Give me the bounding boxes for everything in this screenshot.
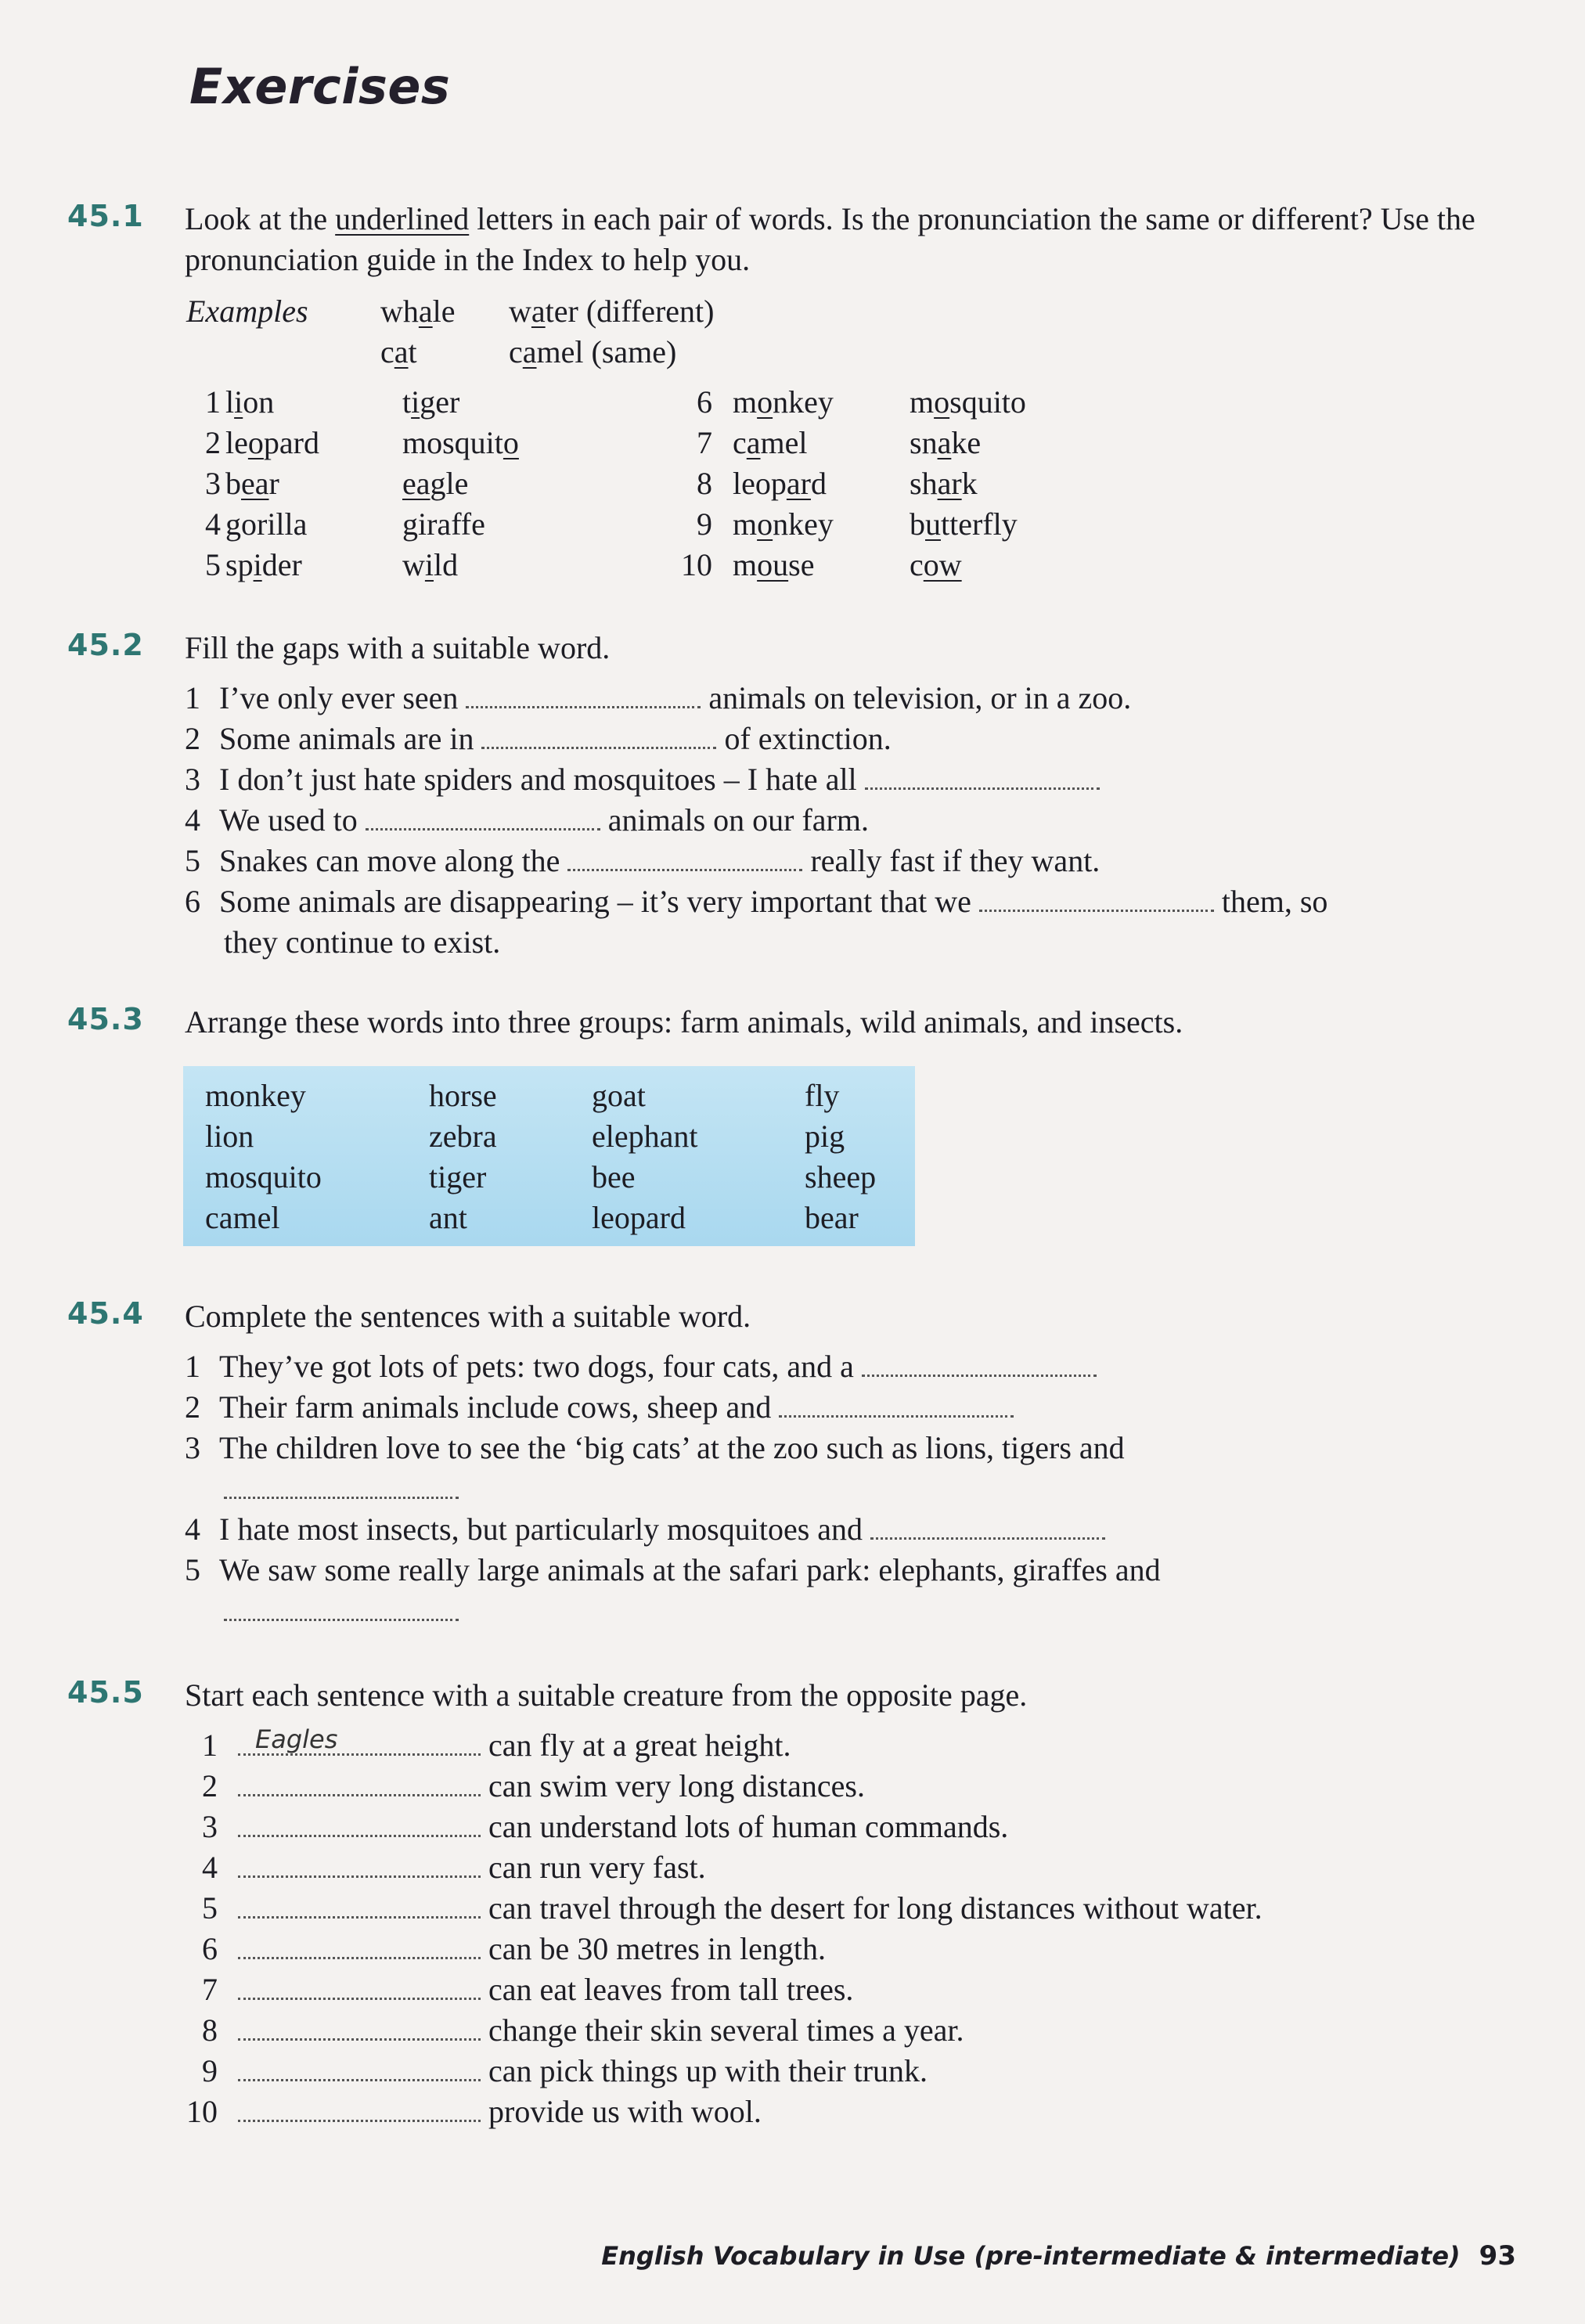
exercise-instruction: Start each sentence with a suitable creature from the opposite page.: [185, 1677, 1028, 1713]
sentence-row: [169, 1888, 1263, 1929]
answer-blank: [238, 1947, 481, 1959]
sentence-text: change their skin several times a year.: [481, 2012, 964, 2048]
word-box-item: camel: [205, 1200, 280, 1235]
exercise-number: 45.3: [67, 1002, 144, 1036]
sentence-start: I don’t just hate spiders and mosquitoes – I hate all: [219, 762, 865, 797]
item-number: 9: [202, 2053, 218, 2088]
example-word-b: camel: [509, 334, 584, 369]
underlined-letters: a: [418, 294, 433, 329]
answer-blank: [238, 2070, 481, 2081]
answer-blank: [224, 1609, 459, 1621]
word-box-item: lion: [205, 1119, 254, 1154]
sentence-text: can travel through the desert for long distances without water.: [481, 1890, 1263, 1926]
word-a: [225, 423, 319, 463]
item-number: 6: [202, 1931, 218, 1966]
word: eagle: [402, 466, 469, 501]
word-a: [733, 423, 808, 463]
underlined-letters: i: [234, 384, 243, 420]
word: leopard: [733, 466, 827, 501]
example-note: (different): [578, 294, 715, 329]
word-box-item: ant: [429, 1200, 467, 1235]
word-b: [402, 423, 519, 463]
sentence-row: [169, 1929, 826, 1969]
sentence-continuation: they continue to exist.: [224, 924, 501, 960]
item-number: 5: [185, 1552, 200, 1587]
word: leopard: [225, 425, 319, 460]
exercise-instruction: Fill the gaps with a suitable word.: [185, 630, 611, 665]
sentence-text: can swim very long distances.: [481, 1768, 865, 1803]
word-b: [910, 423, 981, 463]
example-note: (same): [583, 334, 677, 369]
sentence-text: can pick things up with their trunk.: [481, 2053, 928, 2088]
sentence-row: [169, 1969, 853, 2010]
word-box-item: horse: [429, 1078, 497, 1113]
item-number: 3: [205, 466, 221, 501]
word: wild: [402, 547, 459, 582]
sentence-row: [169, 1725, 791, 1766]
example-row: [380, 332, 676, 373]
item-number: 3: [185, 762, 200, 797]
item-number: 4: [202, 1850, 218, 1885]
item-number: 8: [202, 2012, 218, 2048]
underlined-letters: ow: [923, 547, 962, 582]
underlined-letters: u: [925, 506, 941, 542]
exercise-instruction: Complete the sentences with a suitable word.: [185, 1299, 751, 1334]
underlined-letters: a: [746, 425, 761, 460]
word-a: [225, 504, 307, 545]
item-number: 3: [202, 1809, 218, 1844]
sentence-row: [169, 719, 892, 759]
answer-blank: [238, 1907, 481, 1919]
sentence-end: them, so: [1213, 884, 1328, 919]
answer-blank: [238, 1866, 481, 1878]
answer-blank: [865, 778, 1100, 790]
underlined-letters: i: [411, 384, 420, 420]
answer-blank: [870, 1528, 1105, 1540]
word-a: [733, 463, 827, 504]
sentence-start: We saw some really large animals at the safari park: elephants, giraffes and: [219, 1552, 1161, 1587]
item-number: 7: [202, 1972, 218, 2007]
item-number: 2: [185, 721, 200, 756]
item-number: 4: [185, 802, 200, 838]
word-a: [733, 382, 834, 423]
sentence-row: [169, 800, 869, 841]
item-number: 10: [681, 547, 712, 582]
example-word-b: water: [509, 294, 578, 329]
item-number: 3: [185, 1430, 200, 1465]
word: mouse: [733, 547, 815, 582]
word-box-item: elephant: [592, 1119, 698, 1154]
word-box-item: goat: [592, 1078, 646, 1113]
answer-blank: [238, 2029, 481, 2041]
answer-blank: [238, 1724, 481, 1756]
word: shark: [910, 466, 978, 501]
answer-blank: [979, 900, 1214, 912]
sentence-text: can be 30 metres in length.: [481, 1931, 826, 1966]
examples-label: Examples: [186, 294, 308, 329]
underlined-letters: o: [757, 506, 773, 542]
answer-blank: [567, 859, 802, 871]
example-row: [380, 291, 714, 332]
sentence-end: animals on television, or in a zoo.: [701, 680, 1132, 715]
sentence-end: of extinction.: [716, 721, 892, 756]
item-number: 8: [697, 466, 712, 501]
item-number: 5: [205, 547, 221, 582]
underlined-letters: a: [937, 425, 952, 460]
sentence-row: [169, 1766, 865, 1807]
word: lion: [225, 384, 275, 420]
word: mosquito: [402, 425, 519, 460]
word: tiger: [402, 384, 460, 420]
sentence-row: [169, 2092, 762, 2132]
word: spider: [225, 547, 302, 582]
book-title: English Vocabulary in Use (pre-intermediate & intermediate): [601, 2241, 1461, 2271]
item-number: 4: [185, 1512, 200, 1547]
word-a: [225, 463, 279, 504]
underlined-letters: ar: [937, 466, 962, 501]
word-box-item: bee: [592, 1159, 636, 1194]
sentence-row: [169, 1387, 1014, 1428]
handwritten-answer: Eagles: [255, 1724, 338, 1754]
item-number: 2: [202, 1768, 218, 1803]
sentence-end: animals on our farm.: [600, 802, 869, 838]
word-a: [225, 382, 274, 423]
sentence-end: really fast if they want.: [802, 843, 1100, 878]
word-box-item: leopard: [592, 1200, 686, 1235]
sentence-row: [169, 1346, 1097, 1387]
word: bear: [225, 466, 279, 501]
word: monkey: [733, 506, 834, 542]
word-b: [402, 504, 485, 545]
item-number: 6: [185, 884, 200, 919]
item-number: 2: [205, 425, 221, 460]
underlined-letters: a: [394, 334, 409, 369]
word-box-item: mosquito: [205, 1159, 322, 1194]
sentence-text: provide us with wool.: [481, 2094, 762, 2129]
sentence-row: [169, 1807, 1008, 1847]
item-number: 1: [185, 680, 200, 715]
sentence-start: They’ve got lots of pets: two dogs, four cats, and a: [219, 1349, 862, 1384]
word: mosquito: [910, 384, 1026, 420]
answer-blank: [238, 1785, 481, 1796]
word-a: [733, 504, 834, 545]
answer-blank: [238, 1825, 481, 1837]
word-box-item: tiger: [429, 1159, 487, 1194]
underlined-letters: ou: [757, 547, 789, 582]
sentence-row: [169, 1509, 1105, 1550]
word-b: [402, 463, 468, 504]
answer-blank: [466, 697, 701, 708]
answer-blank: [238, 2110, 481, 2122]
word: snake: [910, 425, 982, 460]
word-box-item: pig: [805, 1119, 845, 1154]
word-b: [910, 382, 1026, 423]
sentence-row: [169, 1847, 706, 1888]
underlined-letters: i: [253, 547, 262, 582]
word-box-item: zebra: [429, 1119, 497, 1154]
sentence-row: [169, 2051, 928, 2092]
underlined-letters: a: [522, 334, 537, 369]
word-a: [225, 545, 302, 586]
sentence-row: [169, 881, 1327, 922]
sentence-row: [169, 2010, 964, 2051]
word: giraffe: [402, 506, 485, 542]
answer-blank-line: [224, 1468, 459, 1509]
item-number: 1: [205, 384, 221, 420]
sentence-row: [169, 759, 1100, 800]
item-number: 5: [185, 843, 200, 878]
sentence-start: I hate most insects, but particularly mosquitoes and: [219, 1512, 871, 1547]
underlined-letters: o: [757, 384, 773, 420]
item-number: 4: [205, 506, 221, 542]
word: cow: [910, 547, 962, 582]
word-a: [733, 545, 814, 586]
sentence-text: can run very fast.: [481, 1850, 706, 1885]
underlined-letters: ar: [786, 466, 811, 501]
word: butterfly: [910, 506, 1018, 542]
item-number: 9: [697, 506, 712, 542]
answer-blank-line: [224, 1591, 459, 1631]
item-number: 5: [202, 1890, 218, 1926]
word-b: [402, 545, 458, 586]
example-word-a: whale: [380, 294, 456, 329]
word-box-item: fly: [805, 1078, 840, 1113]
word-box-item: sheep: [805, 1159, 877, 1194]
item-number: 10: [186, 2094, 218, 2129]
item-number: 1: [185, 1349, 200, 1384]
underlined-letters: o: [503, 425, 519, 460]
sentence-start: Their farm animals include cows, sheep and: [219, 1389, 780, 1425]
word: gorilla: [225, 506, 308, 542]
word-box-item: monkey: [205, 1078, 306, 1113]
exercise-instruction: Look at the underlined letters in each pair of words. Is the pronunciation the same or different? Use the pronunciation guide in the Index to help you.: [185, 201, 1475, 277]
item-number: 1: [202, 1728, 218, 1763]
underlined-letters: ea: [402, 466, 430, 501]
word: monkey: [733, 384, 834, 420]
sentence-row: [169, 678, 1131, 719]
sentence-start: The children love to see the ‘big cats’ at the zoo such as lions, tigers and: [219, 1430, 1125, 1465]
example-word-a: cat: [380, 334, 417, 369]
answer-blank: [224, 1487, 459, 1499]
sentence-text: can understand lots of human commands.: [481, 1809, 1009, 1844]
sentence-start: We used to: [219, 802, 366, 838]
exercise-number: 45.1: [67, 199, 144, 233]
exercise-number: 45.5: [67, 1675, 144, 1710]
sentence-row: [169, 1550, 1161, 1591]
exercise-number: 45.2: [67, 628, 144, 662]
item-number: 7: [697, 425, 712, 460]
page-title: Exercises: [189, 58, 451, 115]
answer-blank: [862, 1365, 1097, 1377]
sentence-start: Some animals are disappearing – it’s very important that we: [219, 884, 979, 919]
underlined-letters: ea: [241, 466, 269, 501]
word-b: [910, 463, 978, 504]
underlined-letters: a: [531, 294, 546, 329]
item-number: 2: [185, 1389, 200, 1425]
word-b: [910, 504, 1018, 545]
sentence-start: Some animals are in: [219, 721, 482, 756]
page-number: 93: [1479, 2240, 1516, 2272]
underlined-letters: o: [934, 384, 950, 420]
underlined-letters: i: [424, 547, 434, 582]
exercise-instruction: Arrange these words into three groups: farm animals, wild animals, and insects.: [185, 1004, 1183, 1039]
exercise-number: 45.4: [67, 1296, 144, 1331]
answer-blank: [779, 1406, 1014, 1418]
word-b: [402, 382, 459, 423]
underlined-letters: o: [247, 425, 264, 460]
word-box-item: bear: [805, 1200, 859, 1235]
page-footer: [601, 2240, 1516, 2272]
sentence-row: [169, 841, 1100, 881]
sentence-text: can fly at a great height.: [481, 1728, 791, 1763]
answer-blank: [481, 737, 716, 749]
answer-blank: [238, 1988, 481, 2000]
sentence-row: [169, 1428, 1125, 1468]
answer-blank: [366, 819, 600, 831]
sentence-start: I’ve only ever seen: [219, 680, 466, 715]
word: camel: [733, 425, 808, 460]
sentence-start: Snakes can move along the: [219, 843, 568, 878]
item-number: 6: [697, 384, 712, 420]
word-b: [910, 545, 962, 586]
sentence-text: can eat leaves from tall trees.: [481, 1972, 854, 2007]
